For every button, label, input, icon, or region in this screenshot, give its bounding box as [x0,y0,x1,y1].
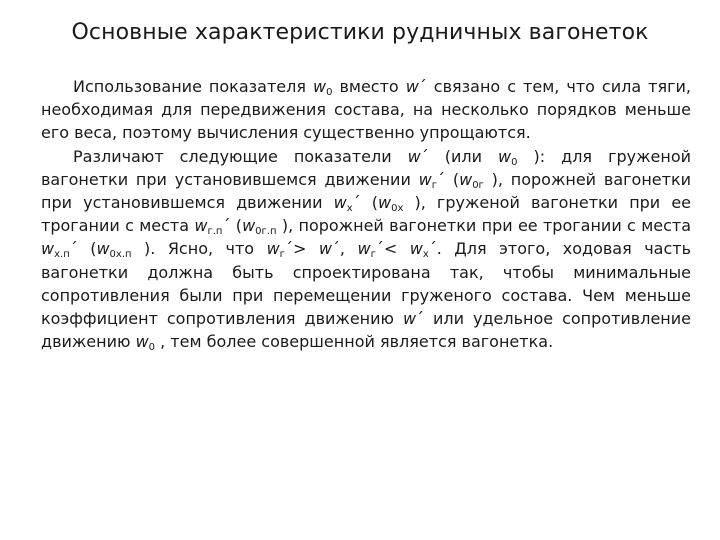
variable-symbol: w [135,332,149,352]
variable-symbol: w [409,239,423,259]
text-run: ´, [331,239,358,259]
text-run: ´< [375,239,410,259]
subscript: х.п [54,249,70,261]
subscript: 0x [391,203,404,215]
subscript: 0 [511,156,518,168]
subscript: 0 [148,342,156,354]
text-run: ´ ( [437,169,460,189]
text-run: Использование показателя [73,77,313,96]
variable-symbol: w [405,77,419,96]
paragraph [41,75,691,145]
text-run: ´ (или [420,146,499,166]
text-run: ), порожней вагонетки при ее трогании с места [276,216,692,236]
variable-symbol: w [378,193,392,213]
subscript: х [422,249,429,261]
variable-symbol: w [418,169,432,189]
subscript: г [370,249,376,261]
subscript: 0г [472,179,484,191]
text-run: ), груженой вагонетки при ее трогании с места [41,193,692,236]
variable-symbol: w [318,239,332,259]
text-run: ´> [284,239,319,259]
subscript: г [279,249,285,261]
subscript: 0х.п [109,249,132,261]
variable-symbol: w [41,239,55,259]
variable-symbol: w [402,309,417,329]
variable-symbol: w [96,239,110,259]
subscript: г.п [207,226,223,238]
slide-title: Основные характеристики рудничных вагонеток [71,20,649,45]
text-run: ´ ( [69,239,97,259]
paragraph [41,145,691,354]
variable-symbol: w [242,216,256,236]
slide-body-text [41,75,691,353]
variable-symbol: w [333,193,347,213]
text-run: ´ или удельное сопротивление движению [41,309,691,352]
variable-symbol: w [407,146,421,166]
variable-symbol: w [266,239,280,259]
subscript: 0 [326,87,333,98]
variable-symbol: w [498,146,512,166]
subscript: 0г.п [255,226,277,238]
text-run: Различают следующие показатели [73,146,408,166]
variable-symbol: w [357,239,371,259]
text-run: , тем более совершенной является вагонетка. [155,332,554,352]
text-run: вместо [332,77,406,96]
text-run: ): для груженой вагонетки при установившемся движении [41,146,692,189]
text-run: ´ связано с тем, что сила тяги, необходимая для передвижения состава, на несколько порядков меньше его веса, поэтому вычисления существенно упрощаются. [41,77,691,143]
subscript: x [346,203,353,215]
text-run: ´. Для этого, ходовая часть вагонетки должна быть спроектирована так, чтобы минимальные сопротивления были при перемещении груженого состава. Чем меньше коэффициент сопротивления движению [41,239,692,329]
text-run: ), порожней вагонетки при установившемся движении [41,169,692,213]
variable-symbol: w [459,169,473,189]
variable-symbol: w [194,216,208,236]
text-run: ´ ( [222,216,243,236]
subscript: г [431,179,438,191]
text-run: ). Ясно, что [131,239,267,259]
variable-symbol: w [312,77,327,96]
text-run: ´ ( [352,193,378,213]
